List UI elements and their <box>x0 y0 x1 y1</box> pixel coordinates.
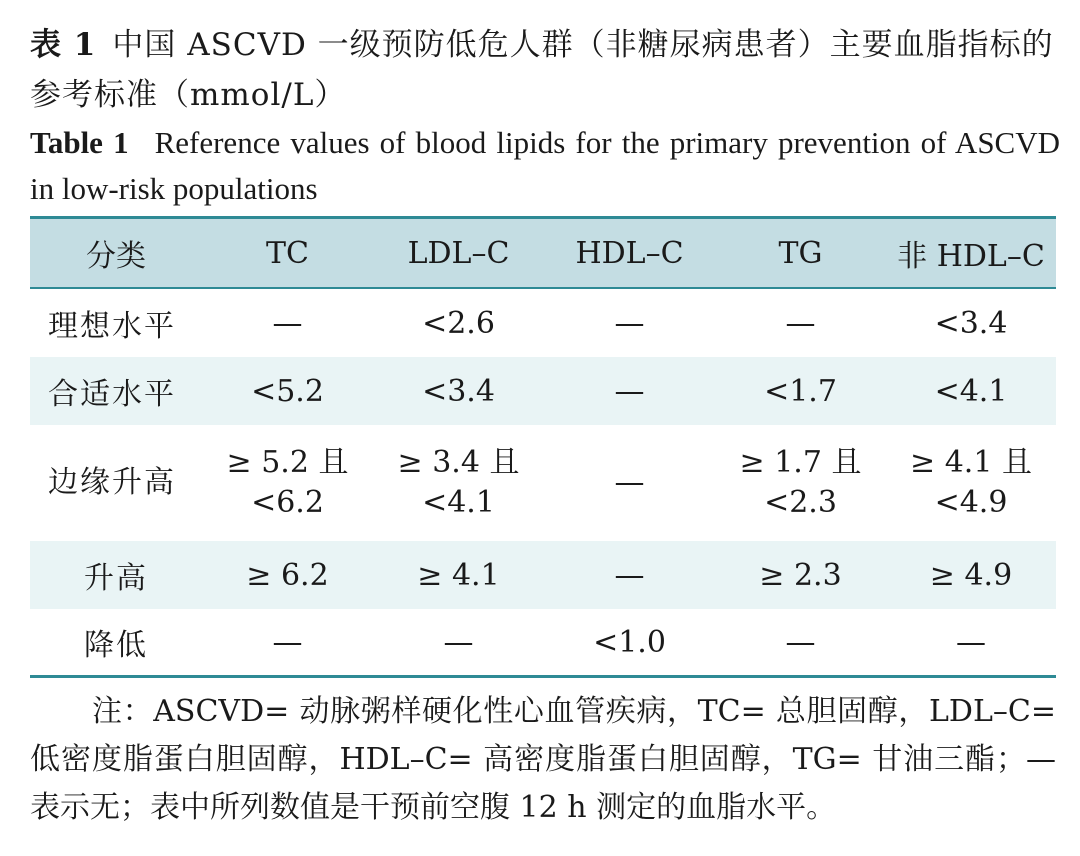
row-category: 边缘升高 <box>48 465 176 500</box>
cell-ldl-c: <3.4 <box>422 373 495 409</box>
cell-line: <6.2 <box>251 485 324 520</box>
table-footnote: 注：ASCVD= 动脉粥样硬化性心血管疾病，TC= 总胆固醇，LDL–C= 低密度脂蛋白胆固醇，HDL–C= 高密度脂蛋白胆固醇，TG= 甘油三酯；—表示无；表中所列数值是干预前空腹 12 h 测定的血脂水平。 <box>30 694 1056 825</box>
cell-tg: <1.7 <box>764 373 837 409</box>
cell-line: — <box>614 465 645 500</box>
cell-ldl-c: <2.6 <box>422 305 495 341</box>
cell-tc: — <box>272 624 303 660</box>
cell-ldl-c: ≥ 4.1 <box>417 557 500 593</box>
header-tc: TC <box>266 235 309 271</box>
cell-hdl-c <box>544 425 715 541</box>
header-ldl-c: LDL–C <box>407 235 510 271</box>
row-category: 降低 <box>84 628 148 663</box>
cell-hdl-c: — <box>614 373 645 409</box>
cell-hdl-c: — <box>614 557 645 593</box>
table-row <box>30 609 1056 677</box>
cell-line: ≥ 5.2 且 <box>226 445 349 480</box>
table-row <box>30 357 1056 425</box>
cell-ldl-c: — <box>443 624 474 660</box>
cell-tg <box>715 425 886 541</box>
row-category: 升高 <box>84 561 148 596</box>
cell-ldl-c <box>373 425 544 541</box>
cell-tg: — <box>785 305 816 341</box>
cell-line: <2.3 <box>764 485 837 520</box>
table-caption-en <box>30 120 1060 212</box>
lipid-reference-table <box>30 216 1056 678</box>
cell-tc: — <box>272 305 303 341</box>
table-row <box>30 541 1056 609</box>
cell-tg: ≥ 2.3 <box>759 557 842 593</box>
table-title-cn: 中国 ASCVD 一级预防低危人群（非糖尿病患者）主要血脂指标的参考标准（mmol/L） <box>30 27 1054 113</box>
row-category: 合适水平 <box>48 377 176 412</box>
cell-non-hdl-c: <3.4 <box>934 305 1008 341</box>
table-label-cn: 表 1 <box>30 27 97 63</box>
row-category: 理想水平 <box>48 309 176 344</box>
table-caption-cn <box>30 20 1060 120</box>
cell-line: ≥ 4.1 且 <box>910 445 1032 480</box>
header-category: 分类 <box>86 239 146 274</box>
cell-tc <box>202 425 373 541</box>
header-non-hdl-c: 非 HDL–C <box>897 239 1045 274</box>
cell-tg: — <box>785 624 816 660</box>
header-hdl-c: HDL–C <box>575 235 684 271</box>
table-label-en: Table 1 <box>30 125 129 160</box>
header-tg: TG <box>778 235 823 271</box>
table-title-en: Reference values of blood lipids for the primary prevention of ASCVD in low-risk populations <box>30 125 1061 206</box>
table-header-row <box>30 218 1056 289</box>
cell-non-hdl-c: ≥ 4.9 <box>929 557 1013 593</box>
cell-line: <4.9 <box>934 485 1008 520</box>
cell-non-hdl-c <box>886 425 1056 541</box>
table-row <box>30 425 1056 541</box>
cell-tc: <5.2 <box>251 373 324 409</box>
cell-tc: ≥ 6.2 <box>246 557 329 593</box>
cell-line: <4.1 <box>422 485 495 520</box>
cell-hdl-c: — <box>614 305 645 341</box>
cell-line: ≥ 3.4 且 <box>397 445 520 480</box>
cell-non-hdl-c: <4.1 <box>934 373 1008 409</box>
table-row <box>30 288 1056 357</box>
cell-non-hdl-c: — <box>956 624 986 660</box>
cell-hdl-c: <1.0 <box>593 624 666 660</box>
cell-line: ≥ 1.7 且 <box>739 445 862 480</box>
